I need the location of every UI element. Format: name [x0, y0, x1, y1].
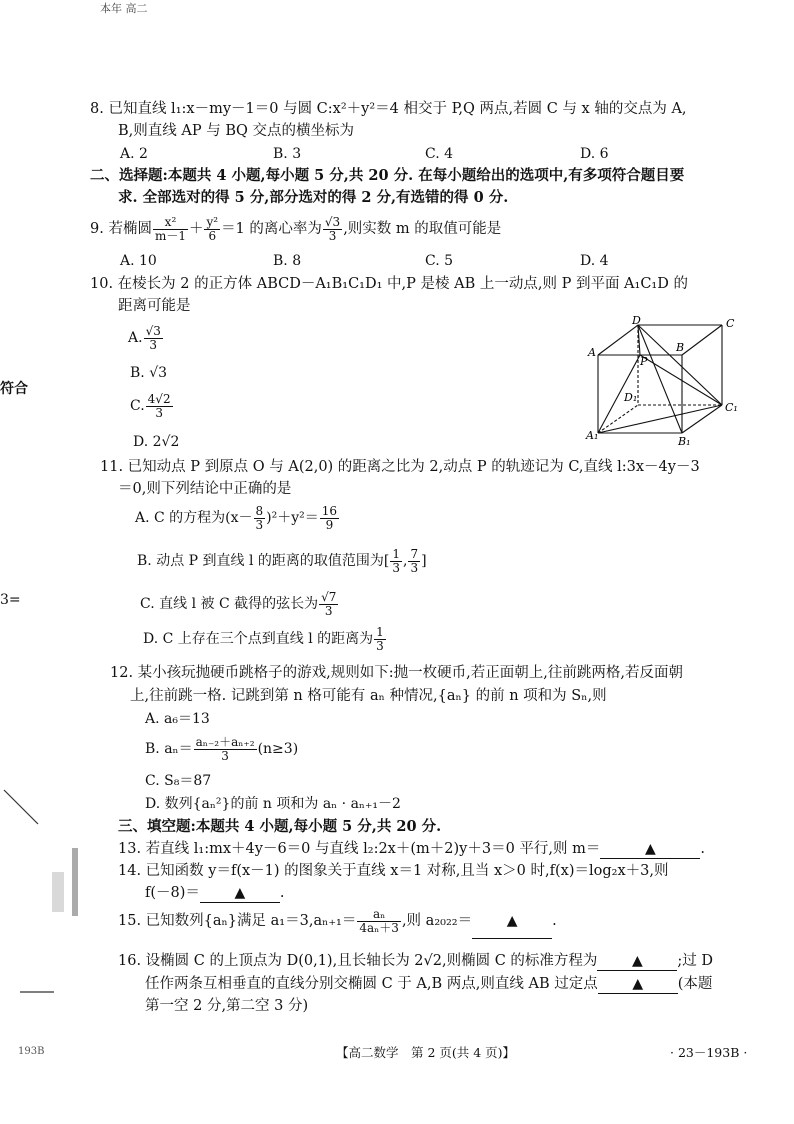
q12-option-c: C. S₈＝87: [145, 773, 212, 789]
q14-line2-pre: f(－8)＝: [145, 885, 200, 901]
q11-option-b-end: ]: [421, 553, 427, 569]
q15-den: 4aₙ＋3: [359, 920, 399, 935]
cube-figure: [582, 315, 747, 450]
q8-option-b: B. 3: [273, 146, 302, 162]
q16-line1-end: ;过 D: [677, 953, 714, 969]
q8-option-a: A. 2: [120, 146, 148, 162]
q9-option-d: D. 4: [580, 253, 609, 269]
q13-text: 13. 若直线 l₁:mx＋4y－6＝0 与直线 l₂:2x＋(m＋2)y＋3＝0 平行,则 m＝: [118, 841, 601, 857]
q10-option-a-frac: [144, 325, 163, 352]
q11-option-b-f1d: 3: [392, 560, 400, 575]
q11-option-d: [143, 623, 387, 655]
q15-num: aₙ: [357, 908, 401, 922]
q16-answer-blank-2[interactable]: ▲: [598, 975, 678, 994]
q11-option-b-f1n: 1: [392, 546, 400, 561]
q12-option-a: A. a₆＝13: [145, 711, 210, 727]
q9-frac3: [323, 216, 342, 243]
q12-option-b-den: 3: [221, 748, 229, 763]
q15-pre: 15. 已知数列{aₙ}满足 a₁＝3,aₙ₊₁＝: [118, 913, 357, 929]
margin-smudge: [72, 848, 78, 916]
q10-line2: 距离可能是: [118, 298, 191, 314]
cube-label-c1: C₁: [725, 401, 738, 414]
q16-line2-pre: 任作两条互相垂直的直线分别交椭圆 C 于 A,B 两点,则直线 AB 过定点: [145, 976, 598, 992]
q9-plus: ＋: [188, 221, 204, 237]
q11-option-a: [135, 502, 340, 534]
q11-option-b-f2d: 3: [410, 560, 419, 575]
q11-line1: 11. 已知动点 P 到原点 O 与 A(2,0) 的距离之比为 2,动点 P 的轨迹记为 C,直线 l:3x－4y－3: [100, 459, 700, 475]
cube-label-c: C: [726, 317, 735, 330]
q11-line2: ＝0,则下列结论中正确的是: [118, 481, 292, 497]
margin-arrow-mark: [18, 982, 58, 1002]
footer-code: · 23－193B ·: [670, 1045, 748, 1060]
q11-option-d-num: 1: [376, 624, 384, 639]
cube-label-d: D: [632, 315, 641, 327]
section2-line2: 求. 全部选对的得 5 分,部分选对的得 2 分,有选错的得 0 分.: [118, 189, 509, 206]
footer-page-info: 【高二数学 第 2 页(共 4 页)】: [336, 1045, 516, 1060]
q9-suffix: ,则实数 m 的取值可能是: [343, 221, 502, 237]
q11-option-b-frac1: [390, 548, 402, 575]
q14-answer-blank[interactable]: ▲: [200, 884, 280, 903]
q12-option-b-num: aₙ₋₂＋aₙ₊₂: [195, 734, 255, 749]
q9-frac3-num: √3: [324, 214, 341, 229]
q11-option-c: [140, 588, 339, 620]
q11-option-a-pre: A. C 的方程为(x－: [135, 510, 253, 526]
q8-line1: 8. 已知直线 l₁:x－my－1＝0 与圆 C:x²＋y²＝4 相交于 P,Q 两点,若圆 C 与 x 轴的交点为 A,: [90, 101, 687, 117]
q9-stem: [90, 212, 501, 246]
q11-option-a-f2d: 9: [325, 517, 334, 532]
q11-option-b-comma: ,: [403, 553, 408, 569]
q16-line1: [118, 952, 713, 971]
q10-option-a: [128, 322, 164, 354]
q15-frac: [357, 908, 401, 935]
q10-option-d: D. 2√2: [133, 434, 180, 450]
q10-line1: 10. 在棱长为 2 的正方体 ABCD－A₁B₁C₁D₁ 中,P 是棱 AB 上一动点,则 P 到平面 A₁C₁D 的: [90, 276, 688, 292]
q11-option-c-num: √7: [321, 589, 337, 604]
q8-option-d: D. 6: [580, 146, 609, 162]
margin-smudge-2: [52, 872, 64, 912]
q14-line1: 14. 已知函数 y＝f(x－1) 的图象关于直线 x＝1 对称,且当 x＞0 时,f(x)＝log₂x＋3,则: [118, 863, 669, 879]
q16-line3: 第一空 2 分,第二空 3 分): [145, 998, 309, 1014]
q9-option-c: C. 5: [425, 253, 454, 269]
q15-mid: ,则 a₂₀₂₂＝: [401, 913, 473, 929]
cube-label-p: P: [640, 355, 648, 368]
section3-heading: 三、填空题:本题共 4 小题,每小题 5 分,共 20 分.: [118, 818, 442, 835]
q10-option-c-num: 4√2: [147, 391, 171, 406]
cube-label-b1: B₁: [678, 435, 691, 448]
q8-option-c: C. 4: [425, 146, 454, 162]
q15-end: .: [552, 913, 557, 929]
q13-stem: [118, 840, 705, 859]
q13-answer-blank[interactable]: ▲: [600, 840, 700, 859]
q11-option-b: [137, 545, 427, 577]
q10-option-c-frac: [146, 393, 173, 420]
q11-option-c-pre: C. 直线 l 被 C 截得的弦长为: [140, 596, 319, 612]
q13-end: .: [700, 841, 705, 857]
margin-text-1: 符合: [0, 381, 28, 397]
q15-answer-blank[interactable]: ▲: [472, 904, 552, 939]
q11-option-c-den: 3: [324, 603, 333, 618]
q11-option-d-pre: D. C 上存在三个点到直线 l 的距离为: [143, 631, 374, 647]
section2-line1: 二、选择题:本题共 4 小题,每小题 5 分,共 20 分. 在每小题给出的选项中,有多项符合题目要: [90, 167, 685, 184]
q10-option-c: [130, 390, 174, 422]
q11-option-d-den: 3: [376, 638, 384, 653]
q11-option-a-f1n: 8: [255, 503, 264, 518]
q10-option-b: B. √3: [130, 365, 168, 381]
q9-frac2: [204, 216, 220, 243]
q10-option-a-den: 3: [149, 337, 158, 352]
q16-line1-pre: 16. 设椭圆 C 的上顶点为 D(0,1),且长轴长为 2√2,则椭圆 C 的标准方程为: [118, 953, 598, 969]
q11-option-d-frac: [374, 626, 386, 653]
cube-label-a: A: [588, 346, 596, 359]
q12-option-b-post: (n≥3): [257, 741, 299, 757]
q14-end: .: [279, 885, 285, 901]
q11-option-a-f1d: 3: [255, 517, 264, 532]
q9-frac2-den: 6: [208, 228, 217, 243]
q10-option-c-label: C.: [130, 398, 145, 414]
q9-frac1: [153, 216, 188, 243]
q16-line2-end: (本题: [677, 976, 713, 992]
q9-frac2-num: y²: [206, 214, 219, 229]
q11-option-a-frac1: [254, 505, 266, 532]
q10-option-a-num: √3: [145, 323, 161, 338]
q14-line2: [145, 884, 285, 903]
q15-stem: [118, 904, 557, 939]
q9-prefix: 9. 若椭圆: [90, 221, 152, 237]
q8-line2: B,则直线 AP 与 BQ 交点的横坐标为: [118, 123, 354, 139]
q16-answer-blank-1[interactable]: ▲: [597, 952, 677, 971]
q10-option-a-label: A.: [128, 330, 143, 346]
q11-option-a-f2n: 16: [321, 503, 338, 518]
q11-option-b-frac2: [408, 548, 420, 575]
q12-line2: 上,往前跳一格. 记跳到第 n 格可能有 aₙ 种情况,{aₙ} 的前 n 项和为 Sₙ,则: [130, 688, 607, 704]
cube-label-a1: A₁: [586, 429, 599, 442]
q9-option-a: A. 10: [120, 253, 157, 269]
margin-slash-mark: [2, 788, 42, 828]
footer-left: 193B: [18, 1046, 45, 1057]
q9-mid: ＝1 的离心率为: [221, 221, 322, 237]
q9-frac1-den: m－1: [154, 228, 186, 243]
q11-option-b-f2n: 7: [410, 546, 419, 561]
q11-option-a-frac2: [320, 505, 339, 532]
q9-frac3-den: 3: [328, 228, 337, 243]
cube-label-b: B: [676, 341, 685, 354]
q11-option-b-pre: B. 动点 P 到直线 l 的距离的取值范围为[: [137, 553, 390, 569]
q11-option-a-mid: )²＋y²＝: [266, 510, 319, 526]
q12-option-b: [145, 733, 298, 765]
q10-option-c-den: 3: [155, 405, 163, 420]
cube-label-d1: D₁: [624, 391, 638, 404]
q12-option-d: D. 数列{aₙ²}的前 n 项和为 aₙ · aₙ₊₁－2: [145, 796, 401, 812]
q9-frac1-num: x²: [153, 216, 188, 230]
q11-option-c-frac: [319, 591, 338, 618]
q16-line2: [145, 975, 712, 994]
q12-option-b-pre: B. aₙ＝: [145, 741, 193, 757]
margin-text-2: 3=: [0, 592, 21, 608]
q12-line1: 12. 某小孩玩抛硬币跳格子的游戏,规则如下:抛一枚硬币,若正面朝上,往前跳两格,若反面朝: [110, 665, 683, 681]
q9-option-b: B. 8: [273, 253, 302, 269]
header-scrap: 本年 高二: [100, 2, 148, 15]
q12-option-b-frac: [194, 736, 257, 763]
